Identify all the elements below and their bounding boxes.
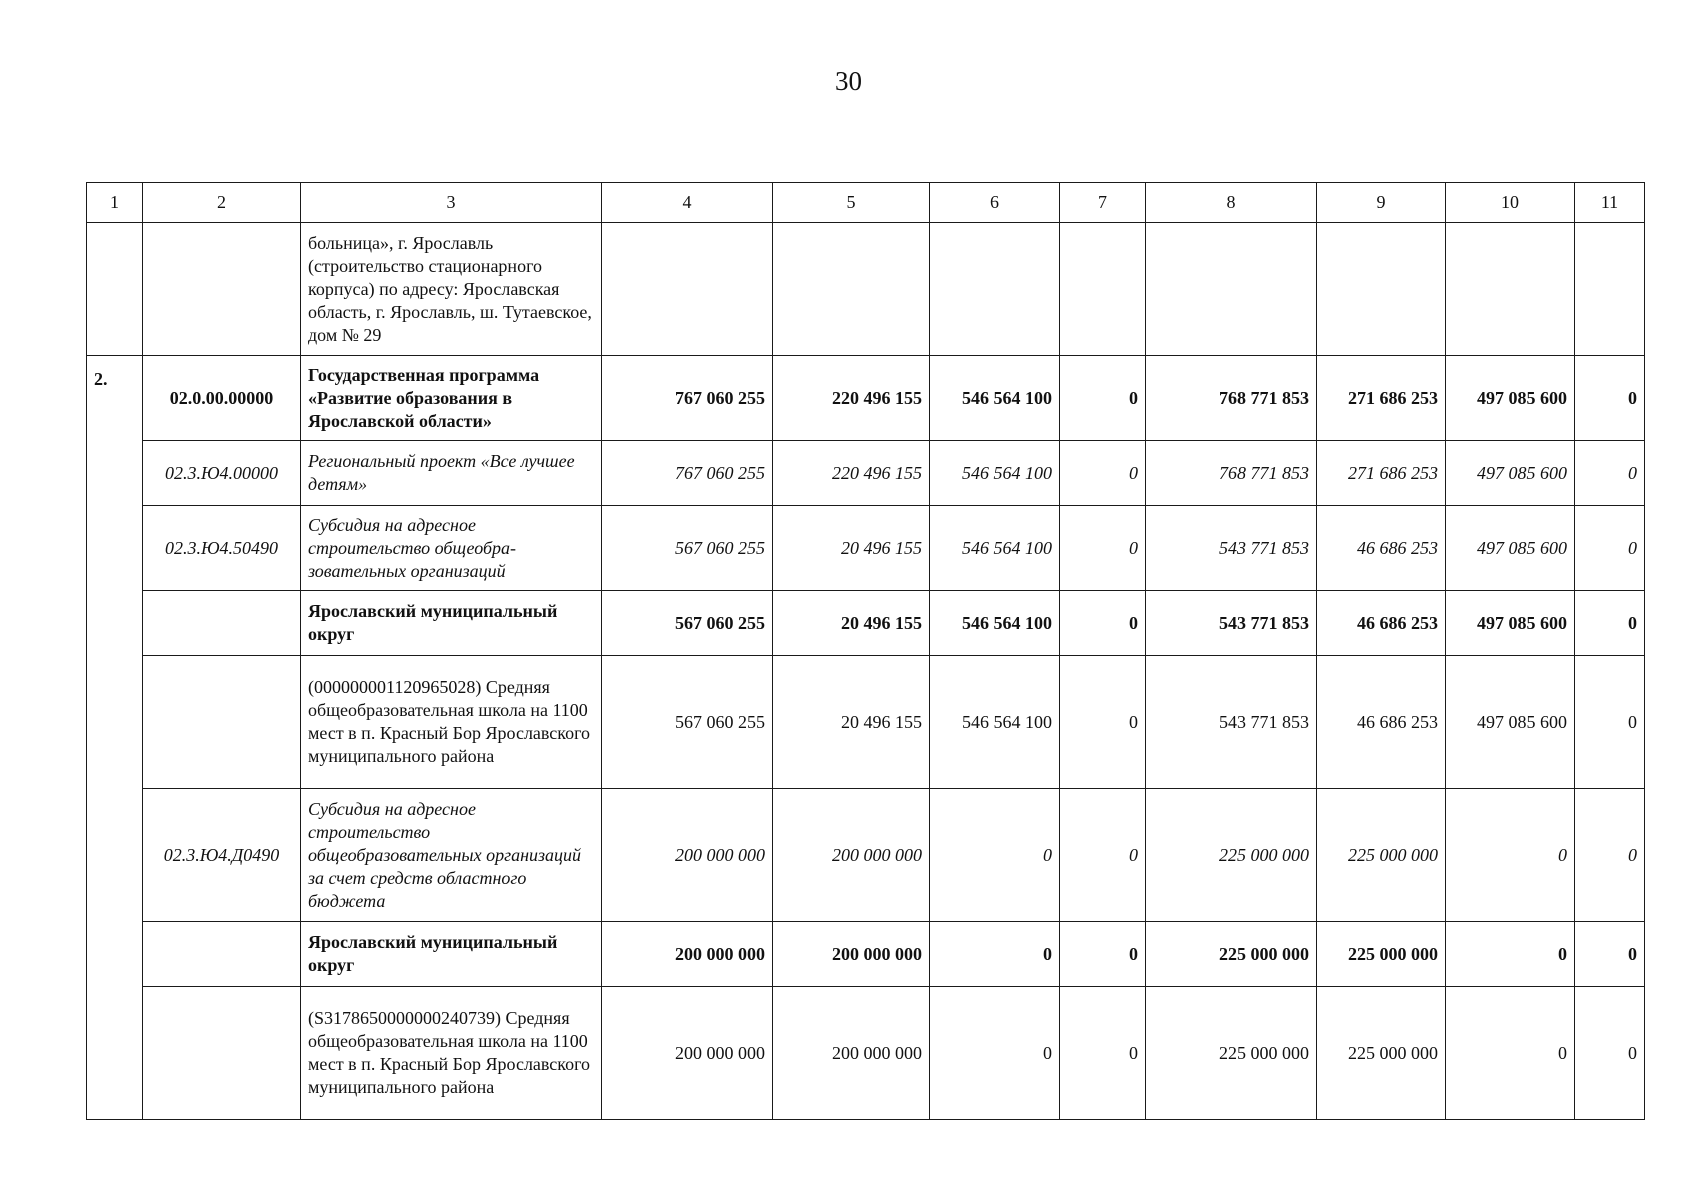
value-cell: 546 564 100 bbox=[930, 441, 1060, 506]
value-cell: 271 686 253 bbox=[1317, 356, 1446, 441]
value-cell: 497 085 600 bbox=[1446, 656, 1575, 789]
table-header-row bbox=[87, 183, 1645, 223]
header-cell: 1 bbox=[87, 183, 143, 223]
budget-table bbox=[86, 182, 1645, 1120]
name-cell: (000000001120965028) Средняя общеобразовательная школа на 1100 мест в п. Красный Бор Ярославского муниципального района bbox=[301, 656, 602, 789]
table-row bbox=[87, 441, 1645, 506]
value-cell: 20 496 155 bbox=[773, 591, 930, 656]
header-cell: 5 bbox=[773, 183, 930, 223]
value-cell: 0 bbox=[930, 789, 1060, 922]
header-cell: 11 bbox=[1575, 183, 1645, 223]
value-cell: 225 000 000 bbox=[1317, 922, 1446, 987]
value-cell: 46 686 253 bbox=[1317, 506, 1446, 591]
page-number: 30 bbox=[835, 66, 862, 96]
value-cell: 567 060 255 bbox=[602, 506, 773, 591]
value-cell: 546 564 100 bbox=[930, 591, 1060, 656]
header-cell: 8 bbox=[1146, 183, 1317, 223]
name-cell: больница», г. Ярославль (строительство стационарного корпуса) по адресу: Ярославская область, г. Ярославль, ш. Тутаевское, дом № 29 bbox=[301, 223, 602, 356]
table-row bbox=[87, 656, 1645, 789]
value-cell: 567 060 255 bbox=[602, 591, 773, 656]
table-row bbox=[87, 356, 1645, 441]
value-cell: 497 085 600 bbox=[1446, 506, 1575, 591]
value-cell: 546 564 100 bbox=[930, 506, 1060, 591]
value-cell: 200 000 000 bbox=[773, 922, 930, 987]
code-cell: 02.0.00.00000 bbox=[143, 356, 301, 441]
value-cell: 567 060 255 bbox=[602, 656, 773, 789]
value-cell: 497 085 600 bbox=[1446, 591, 1575, 656]
header-cell: 3 bbox=[301, 183, 602, 223]
value-cell: 0 bbox=[1446, 987, 1575, 1120]
value-cell bbox=[773, 223, 930, 356]
value-cell: 225 000 000 bbox=[1146, 789, 1317, 922]
value-cell: 543 771 853 bbox=[1146, 506, 1317, 591]
value-cell: 0 bbox=[1575, 591, 1645, 656]
name-cell: Субсидия на адресное строительство общеобразовательных организаций за счет средств областного бюджета bbox=[301, 789, 602, 922]
table-row bbox=[87, 789, 1645, 922]
code-cell bbox=[143, 922, 301, 987]
code-cell bbox=[143, 656, 301, 789]
code-cell bbox=[143, 987, 301, 1120]
value-cell bbox=[1060, 223, 1146, 356]
value-cell bbox=[1446, 223, 1575, 356]
value-cell: 20 496 155 bbox=[773, 656, 930, 789]
table-row bbox=[87, 987, 1645, 1120]
value-cell: 225 000 000 bbox=[1146, 987, 1317, 1120]
value-cell: 543 771 853 bbox=[1146, 591, 1317, 656]
value-cell: 200 000 000 bbox=[602, 922, 773, 987]
table-row bbox=[87, 223, 1645, 356]
value-cell: 46 686 253 bbox=[1317, 656, 1446, 789]
value-cell: 271 686 253 bbox=[1317, 441, 1446, 506]
value-cell: 0 bbox=[1575, 922, 1645, 987]
header-cell: 10 bbox=[1446, 183, 1575, 223]
value-cell: 546 564 100 bbox=[930, 656, 1060, 789]
value-cell bbox=[1575, 223, 1645, 356]
name-cell: Региональный проект «Все лучшее детям» bbox=[301, 441, 602, 506]
value-cell: 200 000 000 bbox=[773, 987, 930, 1120]
value-cell: 220 496 155 bbox=[773, 356, 930, 441]
value-cell bbox=[1317, 223, 1446, 356]
value-cell: 0 bbox=[1060, 656, 1146, 789]
value-cell: 225 000 000 bbox=[1317, 987, 1446, 1120]
value-cell: 767 060 255 bbox=[602, 356, 773, 441]
value-cell: 546 564 100 bbox=[930, 356, 1060, 441]
code-cell: 02.3.Ю4.Д0490 bbox=[143, 789, 301, 922]
header-cell: 7 bbox=[1060, 183, 1146, 223]
value-cell: 497 085 600 bbox=[1446, 441, 1575, 506]
value-cell: 768 771 853 bbox=[1146, 356, 1317, 441]
value-cell: 20 496 155 bbox=[773, 506, 930, 591]
value-cell: 0 bbox=[930, 987, 1060, 1120]
value-cell: 0 bbox=[1575, 441, 1645, 506]
header-cell: 9 bbox=[1317, 183, 1446, 223]
name-cell: Государственная программа «Развитие образования в Ярославской области» bbox=[301, 356, 602, 441]
value-cell: 200 000 000 bbox=[602, 789, 773, 922]
value-cell: 497 085 600 bbox=[1446, 356, 1575, 441]
value-cell: 543 771 853 bbox=[1146, 656, 1317, 789]
header-cell: 6 bbox=[930, 183, 1060, 223]
value-cell: 0 bbox=[1575, 356, 1645, 441]
value-cell bbox=[930, 223, 1060, 356]
header-cell: 4 bbox=[602, 183, 773, 223]
value-cell: 0 bbox=[930, 922, 1060, 987]
value-cell: 767 060 255 bbox=[602, 441, 773, 506]
value-cell: 225 000 000 bbox=[1317, 789, 1446, 922]
value-cell: 0 bbox=[1575, 987, 1645, 1120]
value-cell: 0 bbox=[1575, 789, 1645, 922]
value-cell: 220 496 155 bbox=[773, 441, 930, 506]
value-cell: 0 bbox=[1060, 922, 1146, 987]
code-cell: 02.3.Ю4.00000 bbox=[143, 441, 301, 506]
table-row bbox=[87, 506, 1645, 591]
value-cell: 0 bbox=[1446, 789, 1575, 922]
table-row bbox=[87, 922, 1645, 987]
value-cell: 0 bbox=[1060, 506, 1146, 591]
code-cell bbox=[143, 591, 301, 656]
value-cell: 0 bbox=[1060, 987, 1146, 1120]
name-cell: Ярославский муниципальный округ bbox=[301, 591, 602, 656]
name-cell: (S3178650000000240739) Средняя общеобразовательная школа на 1100 мест в п. Красный Бор Ярославского муниципального района bbox=[301, 987, 602, 1120]
value-cell bbox=[1146, 223, 1317, 356]
value-cell: 0 bbox=[1060, 789, 1146, 922]
value-cell: 46 686 253 bbox=[1317, 591, 1446, 656]
code-cell bbox=[143, 223, 301, 356]
value-cell: 0 bbox=[1060, 356, 1146, 441]
value-cell bbox=[602, 223, 773, 356]
code-cell: 02.3.Ю4.50490 bbox=[143, 506, 301, 591]
row-number-cell bbox=[87, 223, 143, 356]
value-cell: 0 bbox=[1446, 922, 1575, 987]
value-cell: 0 bbox=[1575, 506, 1645, 591]
value-cell: 200 000 000 bbox=[773, 789, 930, 922]
row-number-cell: 2. bbox=[87, 356, 143, 1120]
header-cell: 2 bbox=[143, 183, 301, 223]
name-cell: Субсидия на адресное строительство общеобра-зовательных организаций bbox=[301, 506, 602, 591]
value-cell: 0 bbox=[1060, 591, 1146, 656]
table-row bbox=[87, 591, 1645, 656]
value-cell: 768 771 853 bbox=[1146, 441, 1317, 506]
value-cell: 0 bbox=[1060, 441, 1146, 506]
value-cell: 200 000 000 bbox=[602, 987, 773, 1120]
name-cell: Ярославский муниципальный округ bbox=[301, 922, 602, 987]
value-cell: 225 000 000 bbox=[1146, 922, 1317, 987]
value-cell: 0 bbox=[1575, 656, 1645, 789]
